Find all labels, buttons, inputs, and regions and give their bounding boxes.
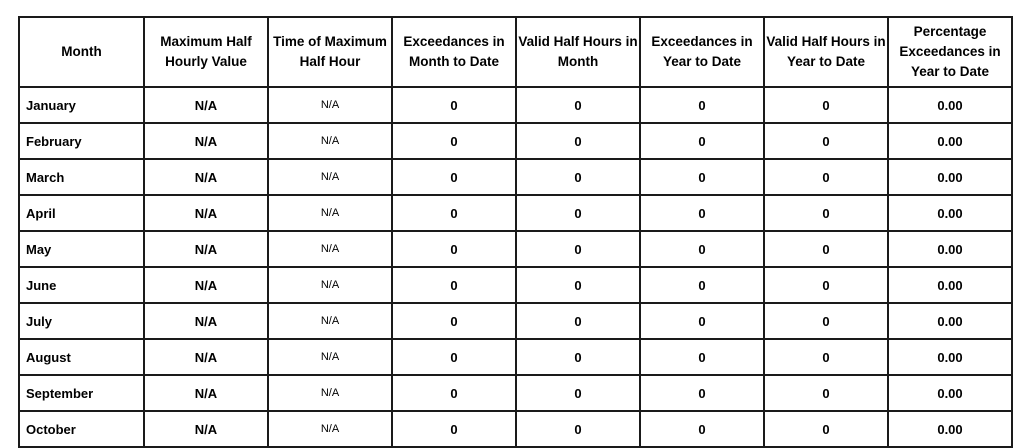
cell-max-half-hourly-value: N/A	[144, 87, 268, 123]
header-row	[19, 17, 1012, 87]
cell-time-of-max-half-hour: N/A	[268, 375, 392, 411]
cell-valid-half-hours-in-month: 0	[516, 267, 640, 303]
cell-valid-half-hours-in-month: 0	[516, 159, 640, 195]
cell-valid-half-hours-in-month: 0	[516, 303, 640, 339]
cell-exceedances-month-to-date: 0	[392, 303, 516, 339]
cell-valid-half-hours-year-to-date: 0	[764, 411, 888, 447]
cell-exceedances-year-to-date: 0	[640, 339, 764, 375]
cell-month: January	[19, 87, 144, 123]
table-row	[19, 303, 1012, 339]
cell-time-of-max-half-hour: N/A	[268, 123, 392, 159]
cell-time-of-max-half-hour: N/A	[268, 87, 392, 123]
table-container	[18, 16, 1013, 448]
cell-exceedances-year-to-date: 0	[640, 375, 764, 411]
cell-percentage-exceedances-year-to-date: 0.00	[888, 123, 1012, 159]
cell-exceedances-year-to-date: 0	[640, 267, 764, 303]
cell-exceedances-year-to-date: 0	[640, 159, 764, 195]
cell-percentage-exceedances-year-to-date: 0.00	[888, 267, 1012, 303]
cell-percentage-exceedances-year-to-date: 0.00	[888, 231, 1012, 267]
cell-percentage-exceedances-year-to-date: 0.00	[888, 195, 1012, 231]
cell-month: September	[19, 375, 144, 411]
cell-exceedances-month-to-date: 0	[392, 231, 516, 267]
header-month: Month	[19, 17, 144, 87]
table-row	[19, 231, 1012, 267]
cell-exceedances-year-to-date: 0	[640, 195, 764, 231]
cell-exceedances-year-to-date: 0	[640, 231, 764, 267]
cell-valid-half-hours-year-to-date: 0	[764, 303, 888, 339]
cell-time-of-max-half-hour: N/A	[268, 159, 392, 195]
cell-valid-half-hours-in-month: 0	[516, 231, 640, 267]
cell-max-half-hourly-value: N/A	[144, 195, 268, 231]
cell-exceedances-month-to-date: 0	[392, 159, 516, 195]
cell-max-half-hourly-value: N/A	[144, 159, 268, 195]
header-exceedances-month-to-date: Exceedances in Month to Date	[392, 17, 516, 87]
cell-exceedances-year-to-date: 0	[640, 123, 764, 159]
cell-time-of-max-half-hour: N/A	[268, 231, 392, 267]
cell-time-of-max-half-hour: N/A	[268, 339, 392, 375]
cell-valid-half-hours-in-month: 0	[516, 195, 640, 231]
cell-time-of-max-half-hour: N/A	[268, 195, 392, 231]
table-row	[19, 339, 1012, 375]
cell-exceedances-year-to-date: 0	[640, 411, 764, 447]
cell-time-of-max-half-hour: N/A	[268, 411, 392, 447]
table-row	[19, 375, 1012, 411]
cell-valid-half-hours-in-month: 0	[516, 339, 640, 375]
header-percentage-exceedances-year-to-date: Percentage Exceedances in Year to Date	[888, 17, 1012, 87]
cell-valid-half-hours-year-to-date: 0	[764, 87, 888, 123]
cell-valid-half-hours-in-month: 0	[516, 375, 640, 411]
cell-month: August	[19, 339, 144, 375]
cell-valid-half-hours-year-to-date: 0	[764, 159, 888, 195]
header-valid-half-hours-year-to-date: Valid Half Hours in Year to Date	[764, 17, 888, 87]
cell-time-of-max-half-hour: N/A	[268, 267, 392, 303]
table-row	[19, 195, 1012, 231]
cell-max-half-hourly-value: N/A	[144, 123, 268, 159]
cell-month: May	[19, 231, 144, 267]
header-time-of-max-half-hour: Time of Maximum Half Hour	[268, 17, 392, 87]
cell-month: October	[19, 411, 144, 447]
cell-percentage-exceedances-year-to-date: 0.00	[888, 375, 1012, 411]
cell-percentage-exceedances-year-to-date: 0.00	[888, 87, 1012, 123]
cell-valid-half-hours-year-to-date: 0	[764, 231, 888, 267]
cell-exceedances-year-to-date: 0	[640, 303, 764, 339]
cell-percentage-exceedances-year-to-date: 0.00	[888, 159, 1012, 195]
cell-valid-half-hours-year-to-date: 0	[764, 123, 888, 159]
cell-max-half-hourly-value: N/A	[144, 339, 268, 375]
cell-valid-half-hours-in-month: 0	[516, 411, 640, 447]
cell-valid-half-hours-in-month: 0	[516, 123, 640, 159]
cell-month: June	[19, 267, 144, 303]
exceedances-table	[18, 16, 1013, 448]
cell-month: February	[19, 123, 144, 159]
cell-exceedances-year-to-date: 0	[640, 87, 764, 123]
cell-exceedances-month-to-date: 0	[392, 375, 516, 411]
cell-time-of-max-half-hour: N/A	[268, 303, 392, 339]
cell-exceedances-month-to-date: 0	[392, 123, 516, 159]
header-valid-half-hours-in-month: Valid Half Hours in Month	[516, 17, 640, 87]
cell-percentage-exceedances-year-to-date: 0.00	[888, 339, 1012, 375]
cell-max-half-hourly-value: N/A	[144, 231, 268, 267]
header-max-half-hourly-value: Maximum Half Hourly Value	[144, 17, 268, 87]
cell-valid-half-hours-year-to-date: 0	[764, 267, 888, 303]
cell-max-half-hourly-value: N/A	[144, 411, 268, 447]
table-body	[19, 87, 1012, 447]
cell-percentage-exceedances-year-to-date: 0.00	[888, 411, 1012, 447]
cell-max-half-hourly-value: N/A	[144, 303, 268, 339]
cell-max-half-hourly-value: N/A	[144, 375, 268, 411]
cell-valid-half-hours-year-to-date: 0	[764, 339, 888, 375]
table-row	[19, 123, 1012, 159]
cell-month: March	[19, 159, 144, 195]
table-row	[19, 87, 1012, 123]
cell-month: April	[19, 195, 144, 231]
cell-exceedances-month-to-date: 0	[392, 87, 516, 123]
cell-max-half-hourly-value: N/A	[144, 267, 268, 303]
cell-month: July	[19, 303, 144, 339]
table-row	[19, 411, 1012, 447]
cell-percentage-exceedances-year-to-date: 0.00	[888, 303, 1012, 339]
table-row	[19, 159, 1012, 195]
cell-valid-half-hours-year-to-date: 0	[764, 195, 888, 231]
cell-exceedances-month-to-date: 0	[392, 195, 516, 231]
header-exceedances-year-to-date: Exceedances in Year to Date	[640, 17, 764, 87]
table-row	[19, 267, 1012, 303]
cell-valid-half-hours-year-to-date: 0	[764, 375, 888, 411]
cell-exceedances-month-to-date: 0	[392, 267, 516, 303]
cell-valid-half-hours-in-month: 0	[516, 87, 640, 123]
cell-exceedances-month-to-date: 0	[392, 339, 516, 375]
cell-exceedances-month-to-date: 0	[392, 411, 516, 447]
